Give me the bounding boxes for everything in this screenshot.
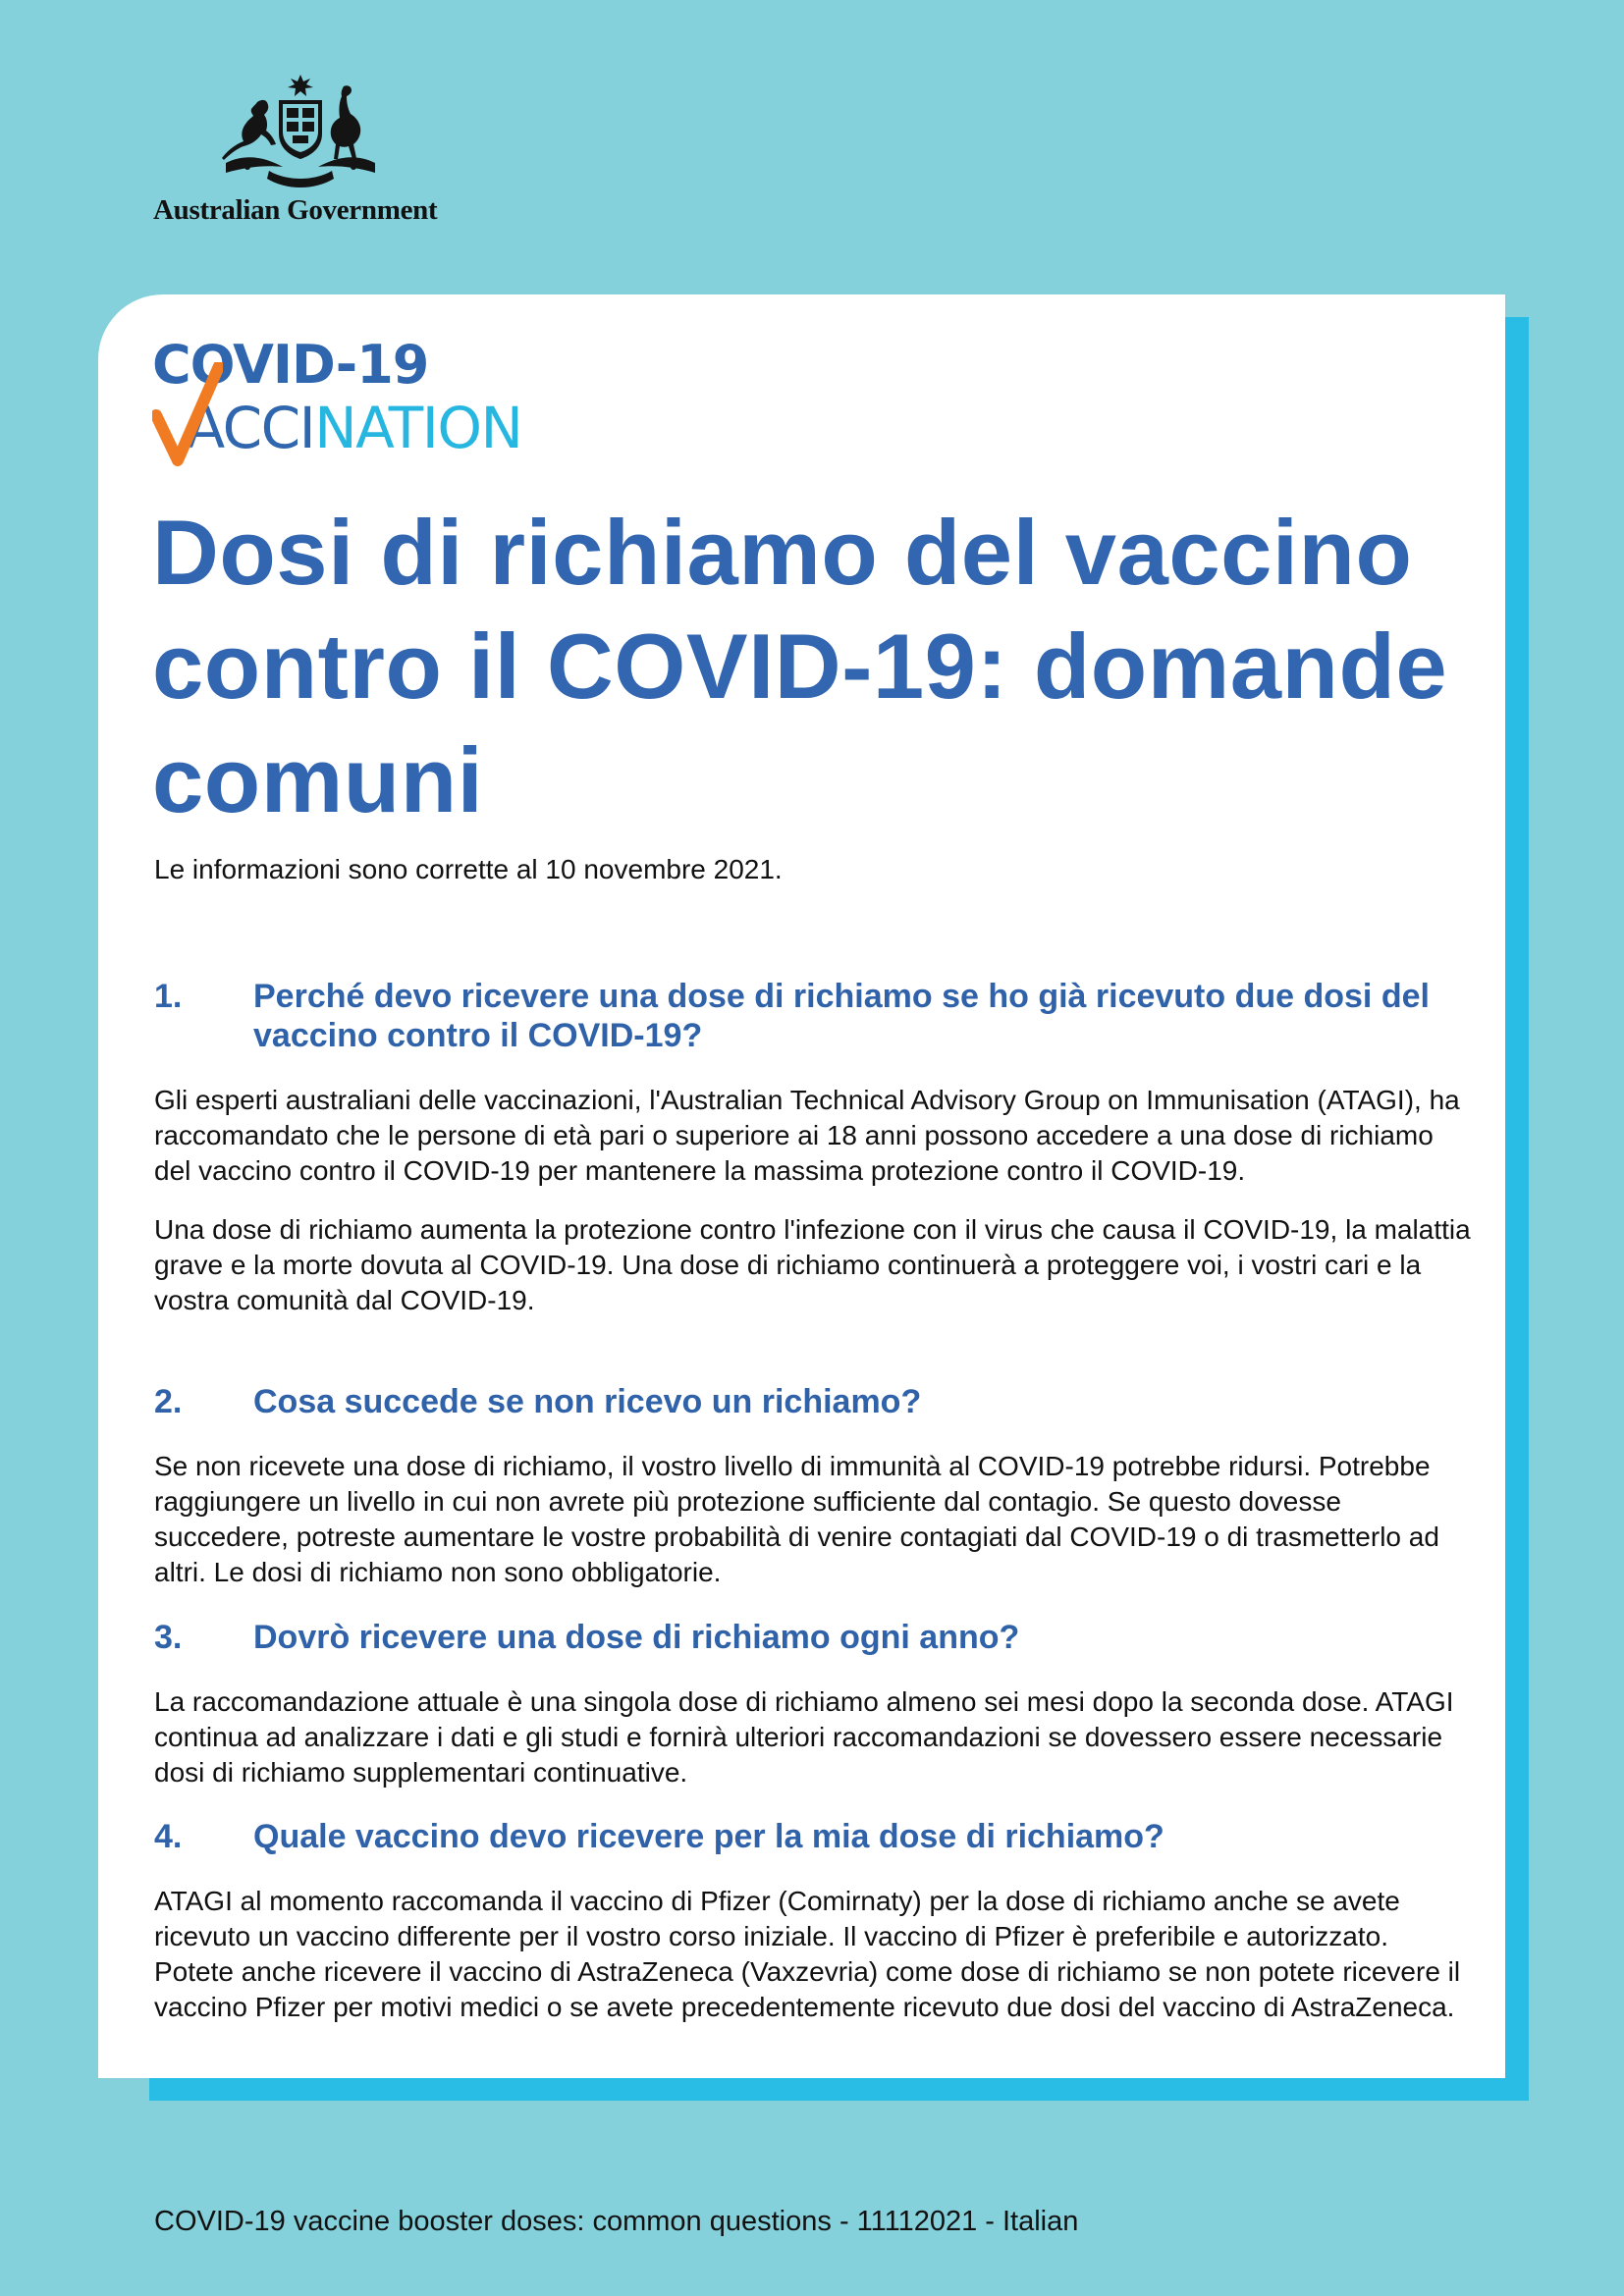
question-number: 3. — [154, 1619, 183, 1656]
answer-paragraph: Se non ricevete una dose di richiamo, il vostro livello di immunità al COVID-19 potrebbe ridursi. Potrebbe raggiungere un livello in cui non avrete più protezione sufficiente dal contagio. Se questo dovesse succedere, potreste aumentare le vostre probabilità di venire contagiati dal COVID-19 o di trasmetterlo ad altri. Le dosi di richiamo non sono obbligatorie. — [154, 1451, 1439, 1587]
logo-vaccination-text: ACCINATION — [186, 395, 522, 461]
logo-covid-19-text: COVID-19 — [152, 334, 429, 396]
question-heading — [154, 1382, 1475, 1421]
page-title: Dosi di richiamo del vaccino contro il COVID-19: domande comuni — [152, 501, 1448, 831]
question-heading — [154, 1618, 1475, 1657]
answer-paragraph: La raccomandazione attuale è una singola dose di richiamo almeno sei mesi dopo la seconda dose. ATAGI continua ad analizzare i dati e gli studi e fornirà ulteriori raccomandazioni se dovessero essere necessarie dosi di richiamo supplementari continuative. — [154, 1686, 1454, 1788]
question-text: Dovrò ricevere una dose di richiamo ogni anno? — [253, 1619, 1020, 1656]
question-number: 2. — [154, 1383, 183, 1420]
faq-item-1 — [154, 977, 1475, 1318]
question-heading — [154, 977, 1475, 1055]
faq-item-2 — [154, 1382, 1475, 1590]
question-text: Quale vaccino devo ricevere per la mia dose di richiamo? — [253, 1818, 1164, 1855]
australian-government-crest-logo — [218, 73, 383, 192]
question-number: 4. — [154, 1818, 183, 1855]
question-text: Perché devo ricevere una dose di richiamo se ho già ricevuto due dosi del vaccino contro il COVID-19? — [253, 978, 1430, 1054]
faq-item-4 — [154, 1817, 1475, 2025]
faq-item-3 — [154, 1618, 1475, 1790]
footer-document-id: COVID-19 vaccine booster doses: common questions - 11112021 - Italian — [154, 2206, 1079, 2237]
question-number: 1. — [154, 978, 183, 1015]
answer-paragraph: Gli esperti australiani delle vaccinazioni, l'Australian Technical Advisory Group on Immunisation (ATAGI), ha raccomandato che le persone di età pari o superiore ai 18 anni possono accedere a una dose di richiamo del vaccino contro il COVID-19 per mantenere la massima protezione contro il COVID-19. — [154, 1085, 1460, 1186]
answer-paragraph: Una dose di richiamo aumenta la protezione contro l'infezione con il virus che causa il COVID-19, la malattia grave e la morte dovuta al COVID-19. Una dose di richiamo continuerà a proteggere voi, i vostri cari e la vostra comunità dal COVID-19. — [154, 1214, 1471, 1315]
info-date-note: Le informazioni sono corrette al 10 novembre 2021. — [154, 854, 783, 884]
answer-paragraph: ATAGI al momento raccomanda il vaccino di Pfizer (Comirnaty) per la dose di richiamo anche se avete ricevuto un vaccino differente per il vostro corso iniziale. Il vaccino di Pfizer è preferibile e autorizzato. Potete anche ricevere il vaccino di AstraZeneca (Vaxzevria) come dose di richiamo se non potete ricevere il vaccino Pfizer per motivi medici o se avete precedentemente ricevuto due dosi del vaccino di AstraZeneca. — [154, 1886, 1461, 2022]
question-text: Cosa succede se non ricevo un richiamo? — [253, 1383, 922, 1420]
covid-19-vaccination-logo — [152, 334, 604, 466]
orange-checkmark-icon — [152, 362, 223, 466]
australian-government-wordmark: Australian Government — [153, 194, 438, 226]
question-heading — [154, 1817, 1475, 1856]
